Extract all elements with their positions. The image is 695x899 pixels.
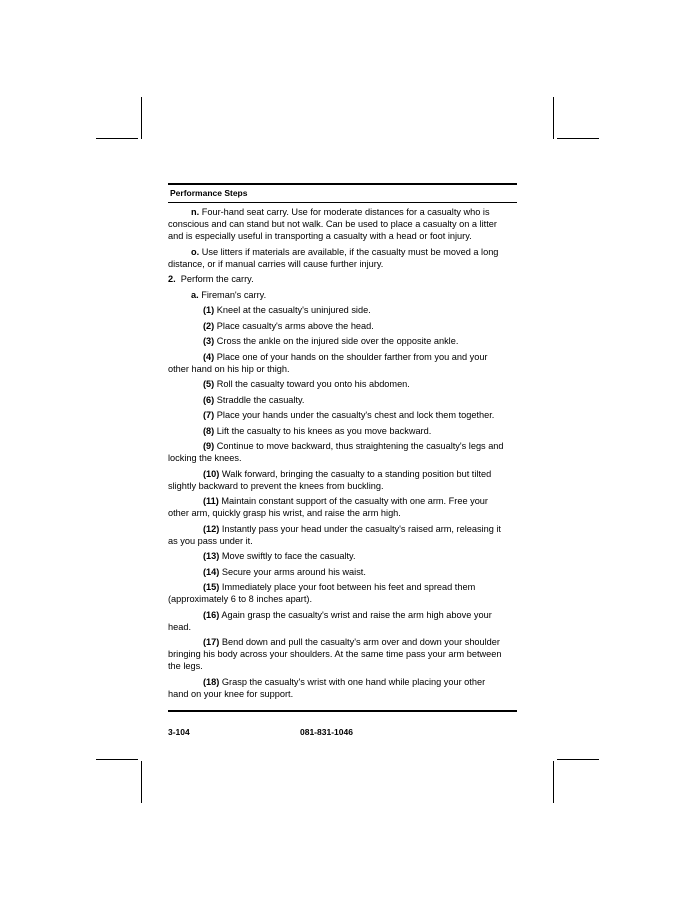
paragraph-step-a: a. Fireman's carry.	[191, 289, 267, 300]
paragraph-substep-16: (16) Again grasp the casualty's wrist and raise the arm high above your head.	[168, 609, 492, 632]
paragraph-substep-4: (4) Place one of your hands on the shoulder farther from you and your other hand on his hip or thigh.	[168, 351, 488, 374]
page-number: 3-104	[168, 727, 190, 737]
crop-mark	[96, 138, 138, 139]
paragraph-step-o: o. Use litters if materials are available, if the casualty must be moved a long distance, or if manual carries will cause further injury.	[168, 246, 499, 269]
paragraph-substep-10: (10) Walk forward, bringing the casualty to a standing position but tilted slightly backward to prevent the knees from buckling.	[168, 468, 492, 491]
paragraph-substep-3: (3) Cross the ankle on the injured side over the opposite ankle.	[203, 336, 459, 346]
content-body	[168, 206, 508, 703]
paragraph-substep-17: (17) Bend down and pull the casualty's arm over and down your shoulder bringing his body across your shoulders. At the same time pass your arm between the legs.	[168, 637, 502, 671]
paragraph-substep-14: (14) Secure your arms around his waist.	[203, 566, 366, 577]
paragraph-step-2: 2. Perform the carry.	[168, 274, 254, 284]
crop-mark	[553, 97, 554, 139]
paragraph-substep-11: (11) Maintain constant support of the casualty with one arm. Free your other arm, quickly grasp his wrist, and raise the arm high.	[168, 496, 488, 518]
paragraph-step-n: n. Four-hand seat carry. Use for moderate distances for a casualty who is conscious and can stand but not walk. Can be used to place a casualty on a litter and is especially useful in transporting a casualty with a head or foot injury.	[168, 207, 497, 241]
top-rule	[168, 183, 517, 185]
paragraph-substep-7: (7) Place your hands under the casualty's chest and lock them together.	[203, 410, 495, 420]
paragraph-substep-2: (2) Place casualty's arms above the head.	[203, 320, 374, 331]
paragraph-substep-6: (6) Straddle the casualty.	[203, 394, 305, 405]
crop-mark	[557, 138, 599, 139]
paragraph-substep-1: (1) Kneel at the casualty's uninjured side.	[203, 305, 371, 315]
bottom-rule	[168, 710, 517, 712]
crop-mark	[141, 761, 142, 803]
paragraph-substep-15: (15) Immediately place your foot between his feet and spread them (approximately 6 to 8 inches apart).	[168, 582, 476, 604]
document-number: 081-831-1046	[300, 727, 353, 737]
section-header: Performance Steps	[170, 188, 248, 198]
paragraph-substep-9: (9) Continue to move backward, thus straightening the casualty's legs and locking the knees.	[168, 441, 504, 463]
paragraph-substep-5: (5) Roll the casualty toward you onto his abdomen.	[203, 379, 410, 389]
paragraph-substep-12: (12) Instantly pass your head under the casualty's raised arm, releasing it as you pass under it.	[168, 523, 501, 546]
crop-mark	[553, 761, 554, 803]
crop-mark	[96, 759, 138, 760]
paragraph-substep-18: (18) Grasp the casualty's wrist with one hand while placing your other hand on your knee for support.	[168, 676, 486, 699]
crop-mark	[141, 97, 142, 139]
paragraph-substep-8: (8) Lift the casualty to his knees as you move backward.	[203, 425, 432, 436]
header-rule	[168, 202, 517, 203]
crop-mark	[557, 759, 599, 760]
paragraph-substep-13: (13) Move swiftly to face the casualty.	[203, 551, 356, 561]
